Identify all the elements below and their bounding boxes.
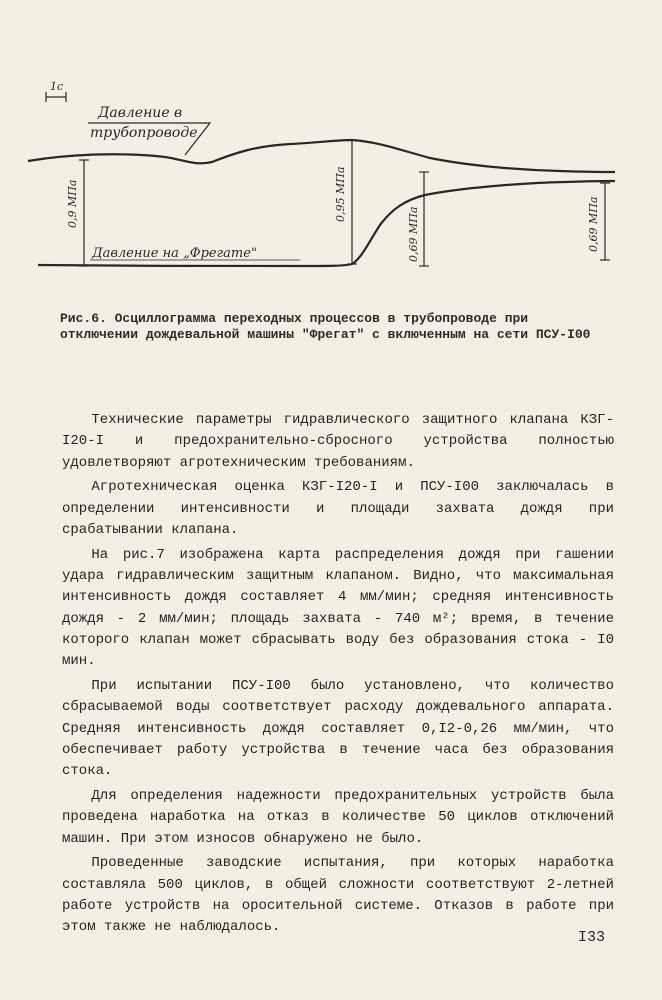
pipe-pressure-label-line2: трубопроводе (90, 125, 198, 141)
paragraph-6: Проведенные заводские испытания, при которых наработка составляла 500 циклов, в общей сложности соответствуют 2-летней работе устройств на оросительной системе. Отказов в работе при этом также не наблюдалось. (62, 855, 614, 936)
pipe-pressure-curve (28, 140, 615, 172)
pipe-pressure-label-line1: Давление в (98, 105, 183, 121)
oscillogram-figure (0, 0, 662, 300)
paragraph-2: Агротехническая оценка КЗГ-I20-I и ПСУ-I00 заключалась в определении интенсивности и площади захвата дождя при срабатывании клапана. (62, 479, 614, 538)
measure-right (600, 183, 610, 260)
fregat-pressure-label: Давление на „Фрегате" (92, 246, 257, 261)
paragraph-1: Технические параметры гидравлического защитного клапана КЗГ-I20-I и предохранительно-сбросного устройства полностью удовлетворяют агротехническим требованиям. (62, 412, 614, 471)
value-drop-label: 0,69 МПа (407, 206, 420, 262)
value-left-label: 0,9 МПа (66, 179, 79, 228)
oscillogram-svg (0, 0, 662, 300)
measure-left (79, 160, 89, 266)
figure-caption (60, 311, 600, 343)
time-scale-label: 1с (50, 80, 64, 93)
time-scale-marker (46, 92, 66, 102)
measure-middle (347, 140, 357, 264)
paragraph-4: При испытании ПСУ-I00 было установлено, что количество сбрасываемой воды соответствует расходу дождевального аппарата. Средняя интенсивность дождя составляет 0,I2-0,26 мм/мин, что обеспечивает работу устройства в течение часа без образования стока. (62, 678, 614, 780)
value-right-label: 0,69 МПа (587, 196, 600, 252)
body-text (62, 410, 614, 942)
caption-text: Осциллограмма переходных процессов в трубопроводе при отключении дождевальной машины "Фрегат" с включенным на сети ПСУ-I00 (60, 311, 591, 342)
paragraph-5: Для определения надежности предохранительных устройств была проведена наработка на отказ в количестве 50 циклов отключений машин. При этом износов обнаружено не было. (62, 788, 614, 847)
measure-drop (419, 172, 429, 266)
paragraph-3: На рис.7 изображена карта распределения дождя при гашении удара гидравлическим защитным клапаном. Видно, что максимальная интенсивность дождя составляет 4 мм/мин; средняя интенсивность дождя - 2 мм/мин; площадь захвата - 740 м²; время, в течение которого клапан может сбрасывать воду без образования стока - I0 мин. (62, 546, 614, 670)
value-middle-label: 0,95 МПа (334, 166, 347, 222)
caption-label: Рис.6. (60, 311, 107, 326)
page-number: I33 (578, 929, 606, 946)
